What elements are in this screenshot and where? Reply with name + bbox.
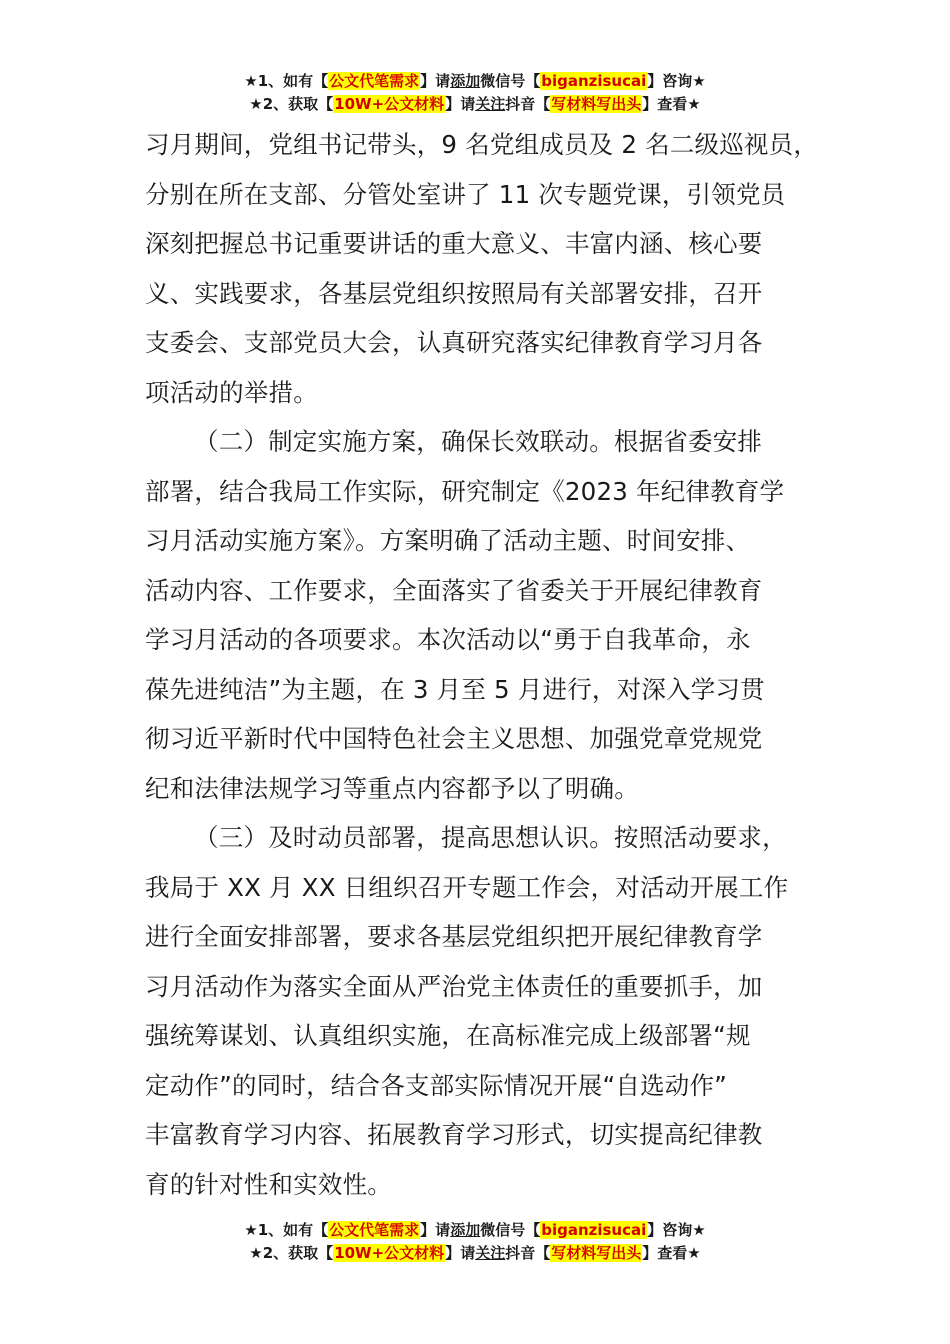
text-line: 纪和法律法规学习等重点内容都予以了明确。 xyxy=(145,773,639,803)
highlight-ghostwriting: 公文代笔需求 xyxy=(329,1221,420,1239)
text-line: 习月活动实施方案》。方案明确了活动主题、时间安排、 xyxy=(145,526,751,555)
text-line: 定动作”的同时，结合各支部实际情况开展“自选动作” xyxy=(145,1070,728,1100)
banner-text: 抖音【 xyxy=(505,1244,551,1262)
text-line: 义、实践要求，各基层党组织按照局有关部署安排，召开 xyxy=(145,278,763,308)
paragraph-3 xyxy=(145,813,835,1209)
banner-text: 】请 xyxy=(420,72,451,90)
text-line: 分别在所在支部、分管处室讲了 11 次专题党课，引领党员 xyxy=(145,179,786,209)
banner-text: 微信号【 xyxy=(480,1221,541,1239)
banner-text: 】咨询★ xyxy=(647,72,706,90)
top-banner xyxy=(0,70,950,116)
text-line: 我局于 XX 月 XX 日组织召开专题工作会，对活动开展工作 xyxy=(145,872,789,902)
text-line: 彻习近平新时代中国特色社会主义思想、加强党章党规党 xyxy=(145,724,763,753)
banner-text: 】请 xyxy=(420,1221,451,1239)
banner-line-2 xyxy=(0,93,950,116)
banner-text: 】咨询★ xyxy=(647,1221,706,1239)
underlined-text: 关注 xyxy=(475,95,506,113)
underlined-text: 添加 xyxy=(450,72,481,90)
paragraph-2 xyxy=(145,417,835,813)
highlight-ghostwriting: 公文代笔需求 xyxy=(329,72,420,90)
banner-text: 】查看★ xyxy=(642,95,701,113)
highlight-douyin: 写材料写出头 xyxy=(551,95,642,113)
highlight-materials: 10W+公文材料 xyxy=(334,95,445,113)
banner-text: 】请 xyxy=(445,95,476,113)
banner-line-2 xyxy=(0,1242,950,1265)
highlight-wechat-id: biganzisucai xyxy=(541,72,647,90)
document-body xyxy=(145,120,835,1209)
text-line: 习月期间，党组书记带头，9 名党组成员及 2 名二级巡视员， xyxy=(145,130,819,159)
text-line: 部署，结合我局工作实际，研究制定《2023 年纪律教育学 xyxy=(145,476,785,506)
text-line: 习月活动作为落实全面从严治党主体责任的重要抓手，加 xyxy=(145,971,763,1001)
text-line: （三）及时动员部署，提高思想认识。按照活动要求， xyxy=(194,823,787,852)
banner-text: ★1、如有【 xyxy=(244,1221,329,1239)
banner-text: ★2、获取【 xyxy=(249,95,334,113)
bottom-banner xyxy=(0,1219,950,1265)
banner-text: ★2、获取【 xyxy=(249,1244,334,1262)
text-line: 活动内容、工作要求，全面落实了省委关于开展纪律教育 xyxy=(145,575,763,605)
text-line: 深刻把握总书记重要讲话的重大意义、丰富内涵、核心要 xyxy=(145,229,763,258)
highlight-wechat-id: biganzisucai xyxy=(541,1221,647,1239)
text-line: 葆先进纯洁”为主题，在 3 月至 5 月进行，对深入学习贯 xyxy=(145,674,765,704)
highlight-douyin: 写材料写出头 xyxy=(551,1244,642,1262)
banner-line-1 xyxy=(0,70,950,93)
banner-text: 微信号【 xyxy=(480,72,541,90)
paragraph-1 xyxy=(145,120,835,417)
text-line: （二）制定实施方案，确保长效联动。根据省委安排 xyxy=(194,427,763,456)
text-line: 育的针对性和实效性。 xyxy=(145,1169,392,1199)
banner-text: ★1、如有【 xyxy=(244,72,329,90)
text-line: 进行全面安排部署，要求各基层党组织把开展纪律教育学 xyxy=(145,922,763,951)
highlight-materials: 10W+公文材料 xyxy=(334,1244,445,1262)
banner-line-1 xyxy=(0,1219,950,1242)
text-line: 学习月活动的各项要求。本次活动以“勇于自我革命，永 xyxy=(145,625,751,654)
underlined-text: 添加 xyxy=(450,1221,481,1239)
banner-text: 】查看★ xyxy=(642,1244,701,1262)
text-line: 强统筹谋划、认真组织实施，在高标准完成上级部署“规 xyxy=(145,1021,751,1050)
banner-text: 】请 xyxy=(445,1244,476,1262)
text-line: 丰富教育学习内容、拓展教育学习形式，切实提高纪律教 xyxy=(145,1120,763,1149)
banner-text: 抖音【 xyxy=(505,95,551,113)
text-line: 项活动的举措。 xyxy=(145,377,318,407)
underlined-text: 关注 xyxy=(475,1244,506,1262)
text-line: 支委会、支部党员大会，认真研究落实纪律教育学习月各 xyxy=(145,328,763,357)
